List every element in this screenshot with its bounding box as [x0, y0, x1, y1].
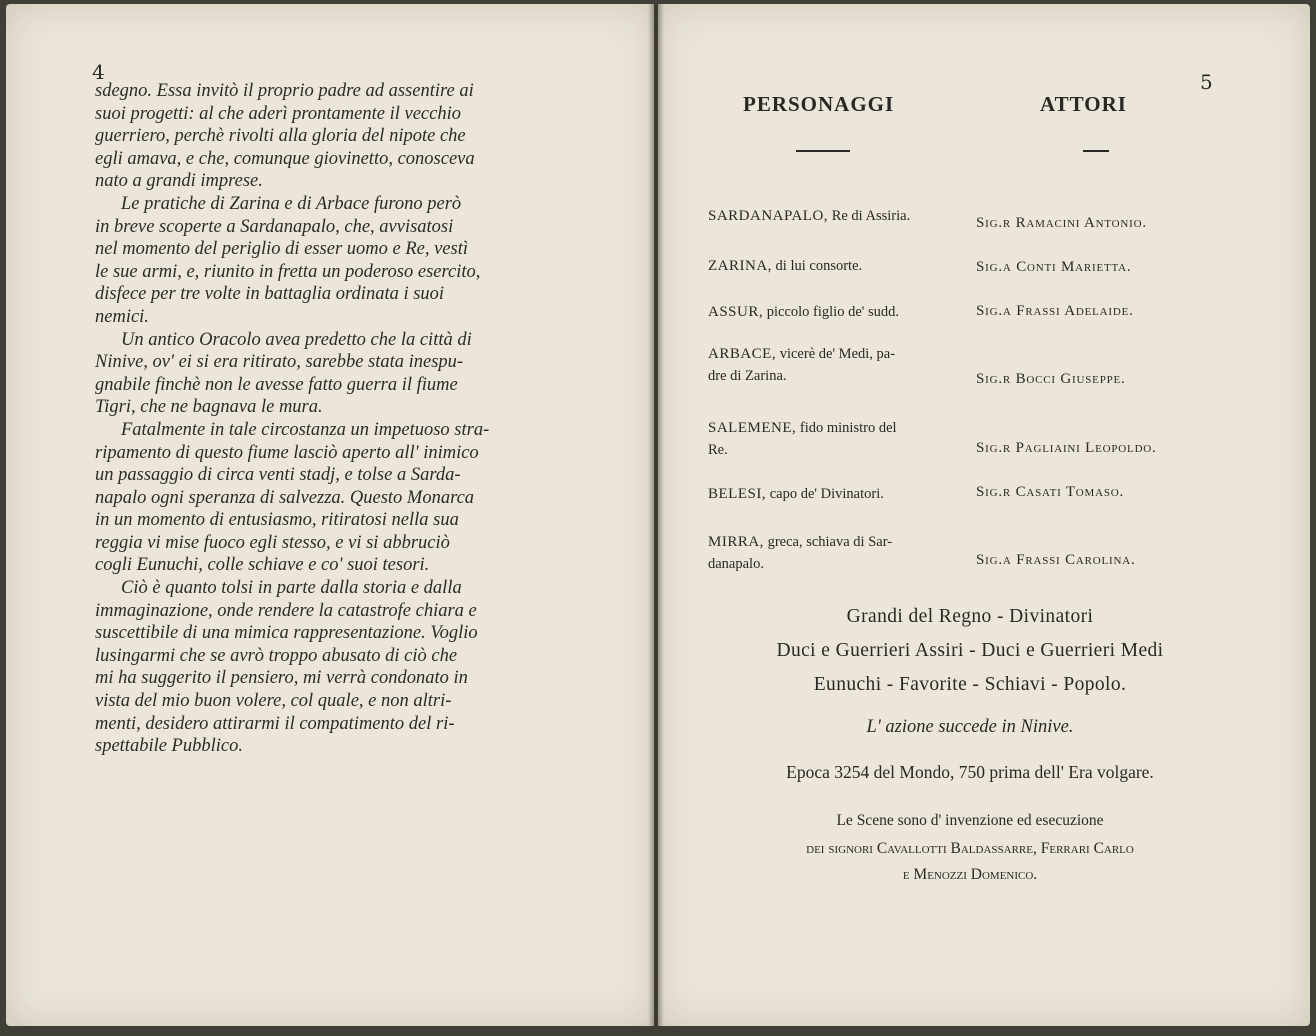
actor-name: Sig.r Ramacini Antonio. [976, 215, 1147, 231]
character-name: MIRRA, [708, 534, 764, 550]
text-line: Fatalmente in tale circostanza un impetuoso stra- [121, 419, 490, 440]
extras-line-3: Eunuchi - Favorite - Schiavi - Popolo. [813, 674, 1127, 695]
epoch-line: Epoca 3254 del Mondo, 750 prima dell' Era volgare. [786, 762, 1154, 782]
text-line: Un antico Oracolo avea predetto che la città di [121, 329, 472, 350]
text-line: spettabile Pubblico. [95, 736, 243, 757]
character-description: di lui consorte. [771, 258, 863, 274]
text-line: nato a grandi imprese. [95, 171, 263, 192]
text-line: in breve scoperte a Sardanapalo, che, avvisatosi [95, 216, 454, 237]
text-line: napalo ogni speranza di salvezza. Questo Monarca [95, 487, 475, 508]
character-role [708, 417, 958, 461]
character-name: SALEMENE, [708, 420, 797, 436]
character-name: SARDANAPALO, [708, 208, 829, 224]
characters-rule [796, 150, 850, 152]
text-line: Tigri, che ne bagnava le mura. [95, 397, 323, 418]
character-role [708, 205, 958, 227]
character-name: ARBACE, [708, 346, 777, 362]
actor-name: Sig.r Bocci Giuseppe. [976, 371, 1126, 387]
text-line: Le pratiche di Zarina e di Arbace furono però [121, 193, 462, 214]
text-line: le sue armi, e, riunito in fretta un poderoso esercito, [95, 261, 481, 282]
character-description-cont: dre di Zarina. [708, 368, 787, 384]
character-description: Re di Assiria. [828, 208, 911, 224]
text-line: vista del mio buon volere, col quale, e non altri- [95, 691, 452, 712]
text-line: suscettibile di una mimica rappresentazione. Voglio [95, 623, 478, 644]
actors-rule [1083, 150, 1109, 152]
actor-name: Sig.a Frassi Carolina. [976, 552, 1136, 568]
text-line: suoi progetti: al che aderì prontamente il vecchio [95, 103, 461, 124]
actors-header: ATTORI [1040, 92, 1127, 116]
character-description: piccolo figlio de' sudd. [763, 304, 900, 320]
character-description-cont: danapalo. [708, 556, 764, 572]
text-line: reggia vi mise fuoco egli stesso, e vi si abbruciò [95, 532, 450, 553]
text-line: un passaggio di circa venti stadj, e tolse a Sarda- [95, 465, 461, 486]
text-line: mi ha suggerito il pensiero, mi verrà condonato in [95, 668, 468, 689]
text-line: lusingarmi che se avrò troppo abusato di ciò che [95, 645, 458, 666]
text-line: ripamento di questo fiume lasciò aperto all' inimico [95, 442, 479, 463]
text-line: Ciò è quanto tolsi in parte dalla storia e dalla [121, 578, 462, 599]
character-name: ASSUR, [708, 304, 764, 320]
text-line: nemici. [95, 306, 149, 327]
text-line: gnabile finchè non le avesse fatto guerra il fiume [95, 374, 458, 395]
left-page-number: 4 [92, 60, 105, 84]
text-line: nel momento del periglio di esser uomo e Re, vestì [95, 239, 468, 260]
text-line: disfece per tre volte in battaglia ordinata i suoi [95, 284, 445, 305]
character-role [708, 343, 958, 387]
text-line: sdegno. Essa invitò il proprio padre ad assentire ai [95, 81, 474, 101]
setting-line: L' azione succede in Ninive. [866, 717, 1074, 737]
text-line: menti, desidero attirarmi il compatimento del ri- [95, 713, 455, 734]
character-role [708, 301, 958, 323]
characters-header: PERSONAGGI [743, 92, 895, 116]
character-name: BELESI, [708, 486, 767, 502]
left-page-text [95, 80, 615, 758]
scenes-line-2: dei signori Cavallotti Baldassarre, Ferrari Carlo [806, 840, 1134, 857]
character-role [708, 531, 958, 575]
character-description: fido ministro del [796, 420, 897, 436]
text-line: guerriero, perchè rivolti alla gloria del nipote che [95, 126, 466, 147]
actor-name: Sig.a Conti Marietta. [976, 259, 1132, 275]
text-line: cogli Eunuchi, colle schiave e co' suoi tesori. [95, 555, 430, 576]
actor-name: Sig.r Pagliaini Leopoldo. [976, 440, 1157, 456]
character-description: vicerè de' Medi, pa- [776, 346, 896, 362]
extras-line-2: Duci e Guerrieri Assiri - Duci e Guerrieri Medi [776, 640, 1164, 661]
character-role [708, 255, 958, 277]
character-description-cont: Re. [708, 442, 728, 458]
extras-line-1: Grandi del Regno - Divinatori [846, 606, 1094, 627]
character-name: ZARINA, [708, 258, 772, 274]
text-line: Ninive, ov' ei si era ritirato, sarebbe stata inespu- [95, 352, 464, 373]
scenes-line-1: Le Scene sono d' invenzione ed esecuzione [836, 812, 1104, 829]
character-description: capo de' Divinatori. [766, 486, 884, 502]
text-line: immaginazione, onde rendere la catastrofe chiara e [95, 600, 477, 621]
text-line: egli amava, e che, comunque giovinetto, conosceva [95, 148, 475, 169]
scenes-line-3: e Menozzi Domenico. [902, 866, 1038, 883]
right-page-number: 5 [1200, 70, 1213, 94]
actor-name: Sig.r Casati Tomaso. [976, 484, 1125, 500]
character-role [708, 483, 958, 505]
character-description: greca, schiava di Sar- [763, 534, 893, 550]
text-line: in un momento di entusiasmo, ritiratosi nella sua [95, 510, 459, 531]
actor-name: Sig.a Frassi Adelaide. [976, 303, 1134, 319]
